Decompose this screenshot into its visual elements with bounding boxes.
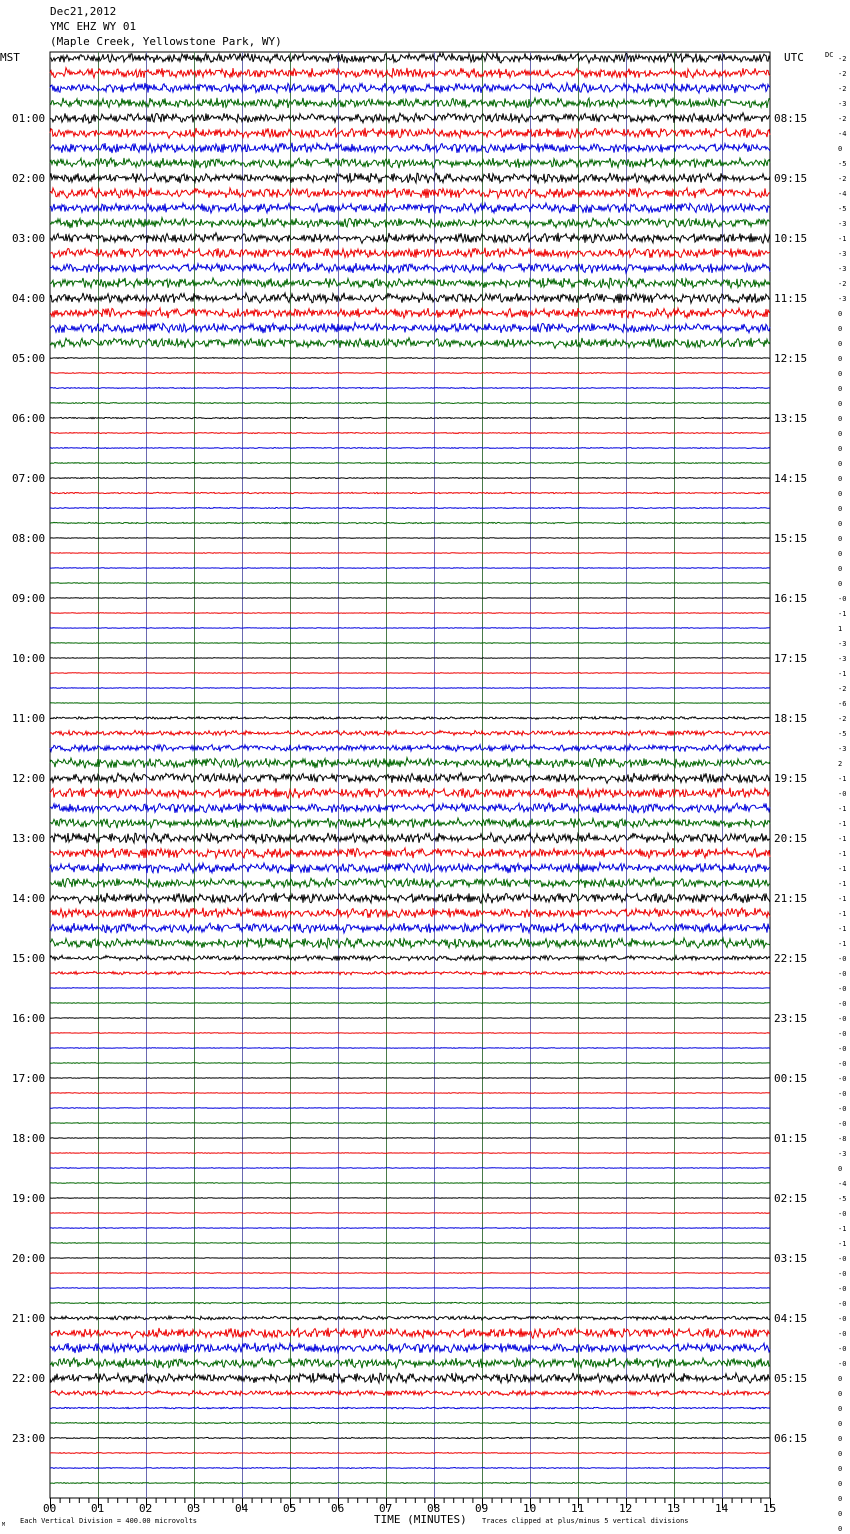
hour-label-right: 10:15 <box>774 232 808 245</box>
x-tick-label: 03 <box>187 1502 201 1515</box>
dc-offset-value: -0 <box>838 1330 847 1338</box>
dc-offset-value: -5 <box>838 730 847 738</box>
dc-offset-value: -0 <box>838 1090 847 1098</box>
seismic-trace <box>50 598 770 599</box>
hour-label-left: 21:00 <box>12 1312 46 1325</box>
seismic-trace <box>50 878 770 888</box>
dc-offset-value: -1 <box>838 850 847 858</box>
dc-offset-value: 0 <box>838 490 843 498</box>
seismic-trace <box>50 1422 770 1423</box>
clipping-note: Traces clipped at plus/minus 5 vertical divisions <box>482 1517 689 1525</box>
dc-offset-value: -3 <box>838 655 847 663</box>
hour-label-right: 18:15 <box>774 712 808 725</box>
seismic-trace <box>50 1093 770 1094</box>
seismic-trace <box>50 143 770 153</box>
seismic-trace <box>50 673 770 674</box>
dc-offset-value: -1 <box>838 835 847 843</box>
x-axis-title: TIME (MINUTES) <box>374 1513 467 1526</box>
seismic-trace <box>50 1358 770 1368</box>
dc-offset-value: -0 <box>838 1360 847 1368</box>
seismic-trace <box>50 448 770 449</box>
seismic-trace <box>50 338 770 349</box>
seismic-trace <box>50 128 770 139</box>
seismic-trace <box>50 1063 770 1064</box>
seismic-trace <box>50 203 770 213</box>
hour-label-left: 01:00 <box>12 112 46 125</box>
seismic-trace <box>50 158 770 168</box>
dc-offset-value: 0 <box>838 1465 843 1473</box>
hour-label-left: 08:00 <box>12 532 46 545</box>
hour-label-left: 03:00 <box>12 232 46 245</box>
dc-offset-value: -3 <box>838 295 847 303</box>
dc-offset-value: -3 <box>838 100 847 108</box>
seismic-trace <box>50 1328 770 1339</box>
seismic-trace <box>50 703 770 704</box>
dc-offset-value: -0 <box>838 955 847 963</box>
seismic-trace <box>50 658 770 659</box>
x-tick-label: 13 <box>667 1502 681 1515</box>
seismic-trace <box>50 1302 770 1303</box>
hour-label-right: 03:15 <box>774 1252 808 1265</box>
x-tick-label: 09 <box>475 1502 489 1515</box>
hour-label-right: 12:15 <box>774 352 808 365</box>
seismic-trace <box>50 758 770 769</box>
seismic-trace <box>50 1168 770 1169</box>
seismic-trace <box>50 1048 770 1049</box>
dc-offset-value: 0 <box>838 580 843 588</box>
seismic-trace <box>50 1108 770 1109</box>
hour-label-right: 11:15 <box>774 292 808 305</box>
seismic-trace <box>50 1018 770 1019</box>
seismic-trace <box>50 1258 770 1259</box>
hour-label-right: 04:15 <box>774 1312 808 1325</box>
hour-label-right: 15:15 <box>774 532 808 545</box>
dc-offset-value: -0 <box>838 1060 847 1068</box>
dc-offset-value: 0 <box>838 400 843 408</box>
dc-offset-value: -1 <box>838 820 847 828</box>
seismic-trace <box>50 417 770 418</box>
seismic-trace <box>50 1468 770 1469</box>
dc-offset-value: 0 <box>838 355 843 363</box>
hour-label-left: 20:00 <box>12 1252 46 1265</box>
seismic-trace <box>50 988 770 989</box>
seismic-trace <box>50 730 770 735</box>
dc-offset-value: -0 <box>838 970 847 978</box>
seismic-trace <box>50 628 770 629</box>
dc-offset-value: -3 <box>838 220 847 228</box>
seismic-trace <box>50 53 770 63</box>
dc-offset-value: -4 <box>838 130 847 138</box>
seismic-trace <box>50 1453 770 1454</box>
seismic-trace <box>50 848 770 858</box>
seismic-trace <box>50 1183 770 1184</box>
hour-label-left: 23:00 <box>12 1432 46 1445</box>
seismic-trace <box>50 1390 770 1395</box>
dc-offset-value: -0 <box>838 1000 847 1008</box>
dc-offset-value: 0 <box>838 520 843 528</box>
seismic-trace <box>50 938 770 948</box>
dc-offset-value: -0 <box>838 1045 847 1053</box>
left-timezone-label: MST <box>0 51 20 64</box>
dc-offset-value: -1 <box>838 1240 847 1248</box>
seismic-trace <box>50 643 770 644</box>
hour-label-left: 14:00 <box>12 892 46 905</box>
dc-label: DC <box>825 51 834 59</box>
dc-offset-value: -0 <box>838 790 847 798</box>
plot-date: Dec21,2012 <box>50 5 117 18</box>
dc-offset-value: 0 <box>838 1480 843 1488</box>
dc-offset-value: -4 <box>838 190 847 198</box>
x-tick-label: 07 <box>379 1502 393 1515</box>
hour-label-left: 16:00 <box>12 1012 46 1025</box>
dc-offset-value: -2 <box>838 685 847 693</box>
dc-offset-value: -2 <box>838 115 847 123</box>
dc-offset-value: -0 <box>838 1300 847 1308</box>
dc-offset-value: 0 <box>838 340 843 348</box>
seismic-trace <box>50 1343 770 1353</box>
seismic-trace <box>50 818 770 828</box>
dc-offset-value: 0 <box>838 1495 843 1503</box>
seismic-trace <box>50 478 770 479</box>
hour-label-right: 09:15 <box>774 172 808 185</box>
seismic-trace <box>50 688 770 689</box>
seismic-trace <box>50 98 770 108</box>
dc-offset-value: -1 <box>838 235 847 243</box>
hour-label-left: 10:00 <box>12 652 46 665</box>
seismic-trace <box>50 233 770 244</box>
dc-offset-value: -2 <box>838 85 847 93</box>
dc-offset-value: 0 <box>838 385 843 393</box>
seismic-trace <box>50 263 770 273</box>
dc-offset-value: -3 <box>838 250 847 258</box>
dc-offset-value: -5 <box>838 1195 847 1203</box>
dc-offset-value: -3 <box>838 265 847 273</box>
dc-offset-value: 0 <box>838 505 843 513</box>
seismic-trace <box>50 1213 770 1214</box>
seismic-trace <box>50 522 770 523</box>
seismic-trace <box>50 1003 770 1004</box>
x-tick-label: 15 <box>763 1502 777 1515</box>
dc-offset-value: 1 <box>838 625 843 633</box>
hour-label-left: 19:00 <box>12 1192 46 1205</box>
dc-offset-value: -0 <box>838 1030 847 1038</box>
seismic-trace <box>50 1373 770 1383</box>
dc-offset-value: 0 <box>838 1375 843 1383</box>
hour-label-right: 21:15 <box>774 892 808 905</box>
seismic-trace <box>50 1273 770 1274</box>
seismic-trace <box>50 788 770 799</box>
dc-offset-value: 0 <box>838 475 843 483</box>
dc-offset-value: 0 <box>838 460 843 468</box>
x-tick-label: 02 <box>139 1502 153 1515</box>
hour-label-right: 01:15 <box>774 1132 808 1145</box>
hour-label-left: 04:00 <box>12 292 46 305</box>
dc-offset-value: 0 <box>838 1435 843 1443</box>
dc-offset-value: -3 <box>838 1150 847 1158</box>
dc-offset-value: 0 <box>838 1165 843 1173</box>
dc-offset-value: -2 <box>838 70 847 78</box>
seismic-trace <box>50 833 770 844</box>
dc-offset-value: 0 <box>838 535 843 543</box>
x-tick-label: 12 <box>619 1502 633 1515</box>
dc-offset-value: -1 <box>838 610 847 618</box>
dc-offset-value: -1 <box>838 805 847 813</box>
seismic-trace <box>50 1123 770 1124</box>
hour-label-left: 22:00 <box>12 1372 46 1385</box>
seismic-trace <box>50 173 770 183</box>
dc-offset-value: -1 <box>838 865 847 873</box>
seismic-trace <box>50 1228 770 1229</box>
seismic-trace <box>50 803 770 813</box>
seismic-trace <box>50 388 770 389</box>
seismic-trace <box>50 1198 770 1199</box>
dc-offset-value: -2 <box>838 715 847 723</box>
seismic-trace <box>50 745 770 752</box>
seismic-trace <box>50 893 770 904</box>
seismic-trace <box>50 955 770 960</box>
dc-offset-value: -1 <box>838 910 847 918</box>
seismic-trace <box>50 358 770 359</box>
dc-offset-value: -2 <box>838 55 847 63</box>
dc-offset-value: -2 <box>838 175 847 183</box>
seismic-trace <box>50 83 770 93</box>
seismic-trace <box>50 373 770 374</box>
hour-label-left: 12:00 <box>12 772 46 785</box>
x-tick-label: 14 <box>715 1502 729 1515</box>
dc-offset-value: -0 <box>838 1015 847 1023</box>
x-tick-label: 01 <box>91 1502 105 1515</box>
x-tick-label: 06 <box>331 1502 345 1515</box>
dc-offset-value: -0 <box>838 1345 847 1353</box>
seismic-trace <box>50 323 770 334</box>
hour-label-right: 23:15 <box>774 1012 808 1025</box>
x-tick-label: 11 <box>571 1502 585 1515</box>
seismic-trace <box>50 1407 770 1409</box>
seismic-trace <box>50 508 770 509</box>
hour-label-left: 05:00 <box>12 352 46 365</box>
dc-offset-value: -1 <box>838 775 847 783</box>
seismic-trace <box>50 583 770 584</box>
dc-offset-value: -0 <box>838 985 847 993</box>
dc-offset-value: 0 <box>838 370 843 378</box>
x-tick-label: 05 <box>283 1502 297 1515</box>
seismic-trace <box>50 1483 770 1484</box>
dc-offset-value: -4 <box>838 1180 847 1188</box>
seismic-trace <box>50 463 770 464</box>
dc-offset-value: -1 <box>838 895 847 903</box>
hour-label-right: 19:15 <box>774 772 808 785</box>
seismic-trace <box>50 188 770 199</box>
dc-offset-value: -1 <box>838 940 847 948</box>
seismic-trace <box>50 68 770 78</box>
dc-offset-value: -0 <box>838 1120 847 1128</box>
seismic-trace <box>50 492 770 493</box>
dc-offset-value: -3 <box>838 745 847 753</box>
x-tick-label: 04 <box>235 1502 249 1515</box>
seismic-trace <box>50 293 770 303</box>
dc-offset-value: 0 <box>838 1405 843 1413</box>
x-tick-label: 00 <box>43 1502 57 1515</box>
hour-label-left: 17:00 <box>12 1072 46 1085</box>
dc-offset-value: 2 <box>838 760 843 768</box>
dc-offset-value: 0 <box>838 550 843 558</box>
seismic-trace <box>50 863 770 874</box>
dc-offset-value: -5 <box>838 160 847 168</box>
seismic-trace <box>50 278 770 288</box>
dc-offset-value: 0 <box>838 445 843 453</box>
dc-offset-value: -0 <box>838 595 847 603</box>
hour-label-left: 18:00 <box>12 1132 46 1145</box>
seismic-trace <box>50 613 770 614</box>
x-tick-label: 08 <box>427 1502 441 1515</box>
hour-label-right: 13:15 <box>774 412 808 425</box>
hour-label-right: 17:15 <box>774 652 808 665</box>
station-location: (Maple Creek, Yellowstone Park, WY) <box>50 35 282 48</box>
dc-offset-value: -0 <box>838 1255 847 1263</box>
seismic-trace <box>50 308 770 318</box>
hour-label-right: 20:15 <box>774 832 808 845</box>
seismic-trace <box>50 1033 770 1034</box>
dc-offset-value: 0 <box>838 1390 843 1398</box>
dc-offset-value: 0 <box>838 1450 843 1458</box>
hour-label-left: 09:00 <box>12 592 46 605</box>
seismic-trace <box>50 538 770 539</box>
seismic-trace <box>50 568 770 569</box>
dc-offset-value: -1 <box>838 925 847 933</box>
vertical-division-note: Each Vertical Division = 400.00 microvolts <box>20 1517 198 1525</box>
seismic-trace <box>50 773 770 784</box>
hour-label-left: 02:00 <box>12 172 46 185</box>
dc-offset-value: -8 <box>838 1135 847 1143</box>
seismic-trace <box>50 1153 770 1154</box>
hour-label-left: 15:00 <box>12 952 46 965</box>
seismic-trace <box>50 433 770 434</box>
hour-label-right: 00:15 <box>774 1072 808 1085</box>
dc-offset-value: -2 <box>838 280 847 288</box>
dc-offset-value: 0 <box>838 325 843 333</box>
seismic-trace <box>50 1316 770 1320</box>
seismic-trace <box>50 553 770 554</box>
seismic-trace <box>50 717 770 720</box>
hour-label-right: 14:15 <box>774 472 808 485</box>
dc-offset-value: -0 <box>838 1105 847 1113</box>
seismic-trace <box>50 1138 770 1139</box>
dc-offset-value: -0 <box>838 1210 847 1218</box>
dc-offset-value: -1 <box>838 880 847 888</box>
hour-label-left: 06:00 <box>12 412 46 425</box>
dc-offset-value: -5 <box>838 205 847 213</box>
seismic-trace <box>50 1437 770 1438</box>
hour-label-left: 07:00 <box>12 472 46 485</box>
hour-label-right: 08:15 <box>774 112 808 125</box>
seismic-trace <box>50 113 770 123</box>
x-tick-label: 10 <box>523 1502 537 1515</box>
hour-label-left: 13:00 <box>12 832 46 845</box>
seismic-trace <box>50 1243 770 1244</box>
dc-offset-value: 0 <box>838 145 843 153</box>
dc-offset-value: -1 <box>838 670 847 678</box>
dc-offset-value: 0 <box>838 310 843 318</box>
seismic-trace <box>50 1078 770 1079</box>
hour-label-left: 11:00 <box>12 712 46 725</box>
dc-offset-value: -0 <box>838 1075 847 1083</box>
dc-offset-value: 0 <box>838 430 843 438</box>
hour-label-right: 22:15 <box>774 952 808 965</box>
dc-offset-value: 0 <box>838 1510 843 1518</box>
seismic-trace <box>50 403 770 404</box>
dc-offset-value: -3 <box>838 640 847 648</box>
seismic-trace <box>50 218 770 229</box>
corner-mark: M <box>2 1522 6 1528</box>
station-code: YMC EHZ WY 01 <box>50 20 137 33</box>
hour-label-right: 05:15 <box>774 1372 808 1385</box>
hour-label-right: 02:15 <box>774 1192 808 1205</box>
dc-offset-value: 0 <box>838 1525 843 1533</box>
seismic-trace <box>50 923 770 933</box>
dc-offset-value: -1 <box>838 1225 847 1233</box>
right-timezone-label: UTC <box>784 51 804 64</box>
dc-offset-value: -0 <box>838 1270 847 1278</box>
seismic-trace <box>50 908 770 918</box>
dc-offset-value: -0 <box>838 1315 847 1323</box>
hour-label-right: 06:15 <box>774 1432 808 1445</box>
dc-offset-value: 0 <box>838 415 843 423</box>
dc-offset-value: -6 <box>838 700 847 708</box>
hour-label-right: 16:15 <box>774 592 808 605</box>
dc-offset-value: 0 <box>838 565 843 573</box>
seismic-trace <box>50 971 770 974</box>
seismic-trace <box>50 248 770 259</box>
seismic-trace <box>50 1288 770 1289</box>
dc-offset-value: 0 <box>838 1420 843 1428</box>
dc-offset-value: -0 <box>838 1285 847 1293</box>
